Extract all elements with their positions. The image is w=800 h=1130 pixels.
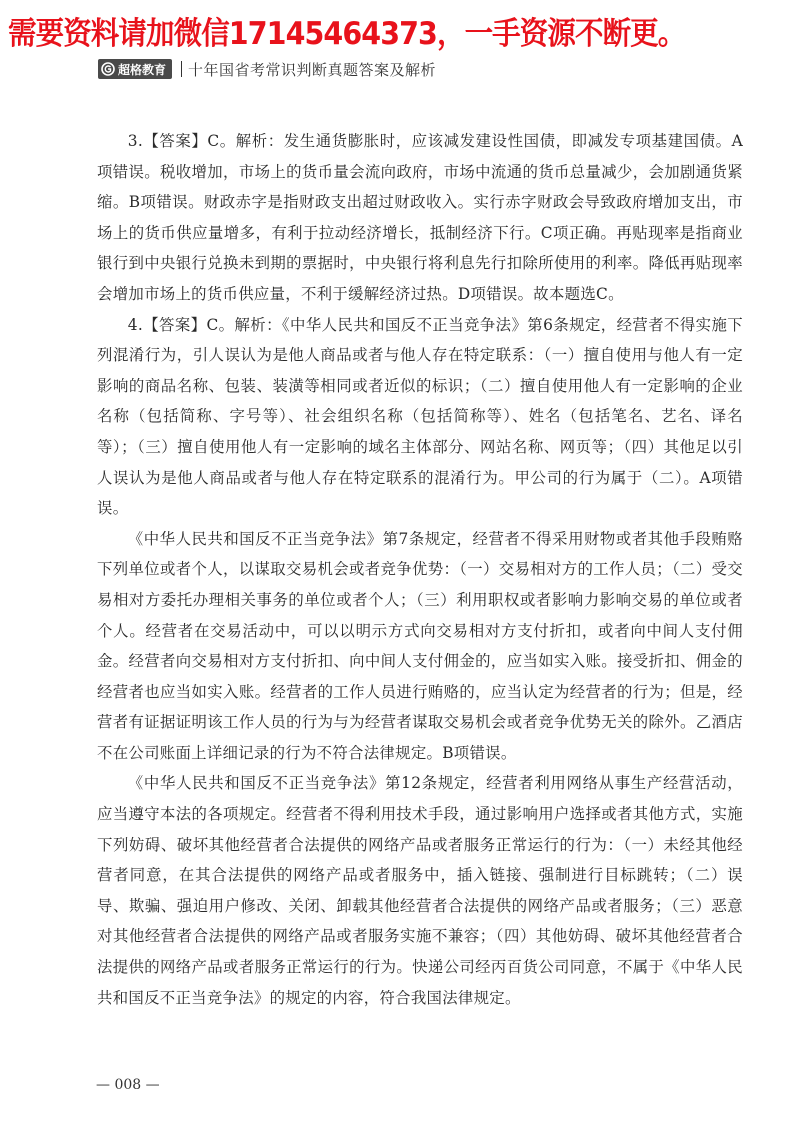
book-title: 十年国省考常识判断真题答案及解析 [188, 60, 437, 79]
paragraph-article-12: 《中华人民共和国反不正当竞争法》第12条规定，经营者利用网络从事生产经营活动，应当遵守本法的各项规定。经营者不得利用技术手段，通过影响用户选择或者其他方式，实施下列妨碍、破坏其他经营者合法提供的网络产品或者服务正常运行的行为：（一）未经其他经营者同意，在其合法提供的网络产品或者服务中，插入链接、强制进行目标跳转；（二）误导、欺骗、强迫用户修改、关闭、卸载其他经营者合法提供的网络产品或者服务；（三）恶意对其他经营者合法提供的网络产品或者服务实施不兼容；（四）其他妨碍、破坏其他经营者合法提供的网络产品或者服务正常运行的行为。快递公司经丙百货公司同意，不属于《中华人民共和国反不正当竞争法》的规定的内容，符合我国法律规定。 [97, 774, 743, 1007]
page-header [98, 58, 436, 80]
paragraph-answer-4: 4.【答案】C。解析：《中华人民共和国反不正当竞争法》第6条规定，经营者不得实施下列混淆行为，引人误认为是他人商品或者与他人存在特定联系：（一）擅自使用与他人有一定影响的商品名称、包装、装潢等相同或者近似的标识；（二）擅自使用他人有一定影响的企业名称（包括简称、字号等）、社会组织名称（包括简称等）、姓名（包括笔名、艺名、译名等）；（三）擅自使用他人有一定影响的域名主体部分、网站名称、网页等；（四）其他足以引人误认为是他人商品或者与他人存在特定联系的混淆行为。甲公司的行为属于（二）。A项错误。 [97, 315, 743, 518]
watermark-banner: 需要资料请加微信17145464373，一手资源不断更。 [8, 16, 686, 52]
paragraph-answer-3: 3.【答案】C。解析：发生通货膨胀时，应该减发建设性国债，即减发专项基建国债。A项错误。税收增加，市场上的货币量会流向政府，市场中流通的货币总量减少，会加剧通货紧缩。B项错误。财政赤字是指财政支出超过财政收入。实行赤字财政会导致政府增加支出，市场上的货币供应量增多，有利于拉动经济增长，抵制经济下行。C项正确。再贴现率是指商业银行到中央银行兑换未到期的票据时，中央银行将利息先行扣除所使用的利率。降低再贴现率会增加市场上的货币供应量，不利于缓解经济过热。D项错误。故本题选C。 [97, 132, 743, 303]
publisher-logo [98, 59, 172, 79]
logo-icon [101, 62, 115, 76]
page-number: — 008 — [96, 1077, 160, 1093]
logo-text: 超格教育 [118, 62, 167, 77]
header-divider [181, 61, 182, 77]
paragraph-article-7: 《中华人民共和国反不正当竞争法》第7条规定，经营者不得采用财物或者其他手段贿赂下列单位或者个人，以谋取交易机会或者竞争优势：（一）交易相对方的工作人员；（二）受交易相对方委托办理相关事务的单位或者个人；（三）利用职权或者影响力影响交易的单位或者个人。经营者在交易活动中，可以以明示方式向交易相对方支付折扣，或者向中间人支付佣金。经营者向交易相对方支付折扣、向中间人支付佣金的，应当如实入账。接受折扣、佣金的经营者也应当如实入账。经营者的工作人员进行贿赂的，应当认定为经营者的行为；但是，经营者有证据证明该工作人员的行为与为经营者谋取交易机会或者竞争优势无关的除外。乙酒店不在公司账面上详细记录的行为不符合法律规定。B项错误。 [97, 529, 743, 762]
answer-text [97, 126, 743, 1013]
